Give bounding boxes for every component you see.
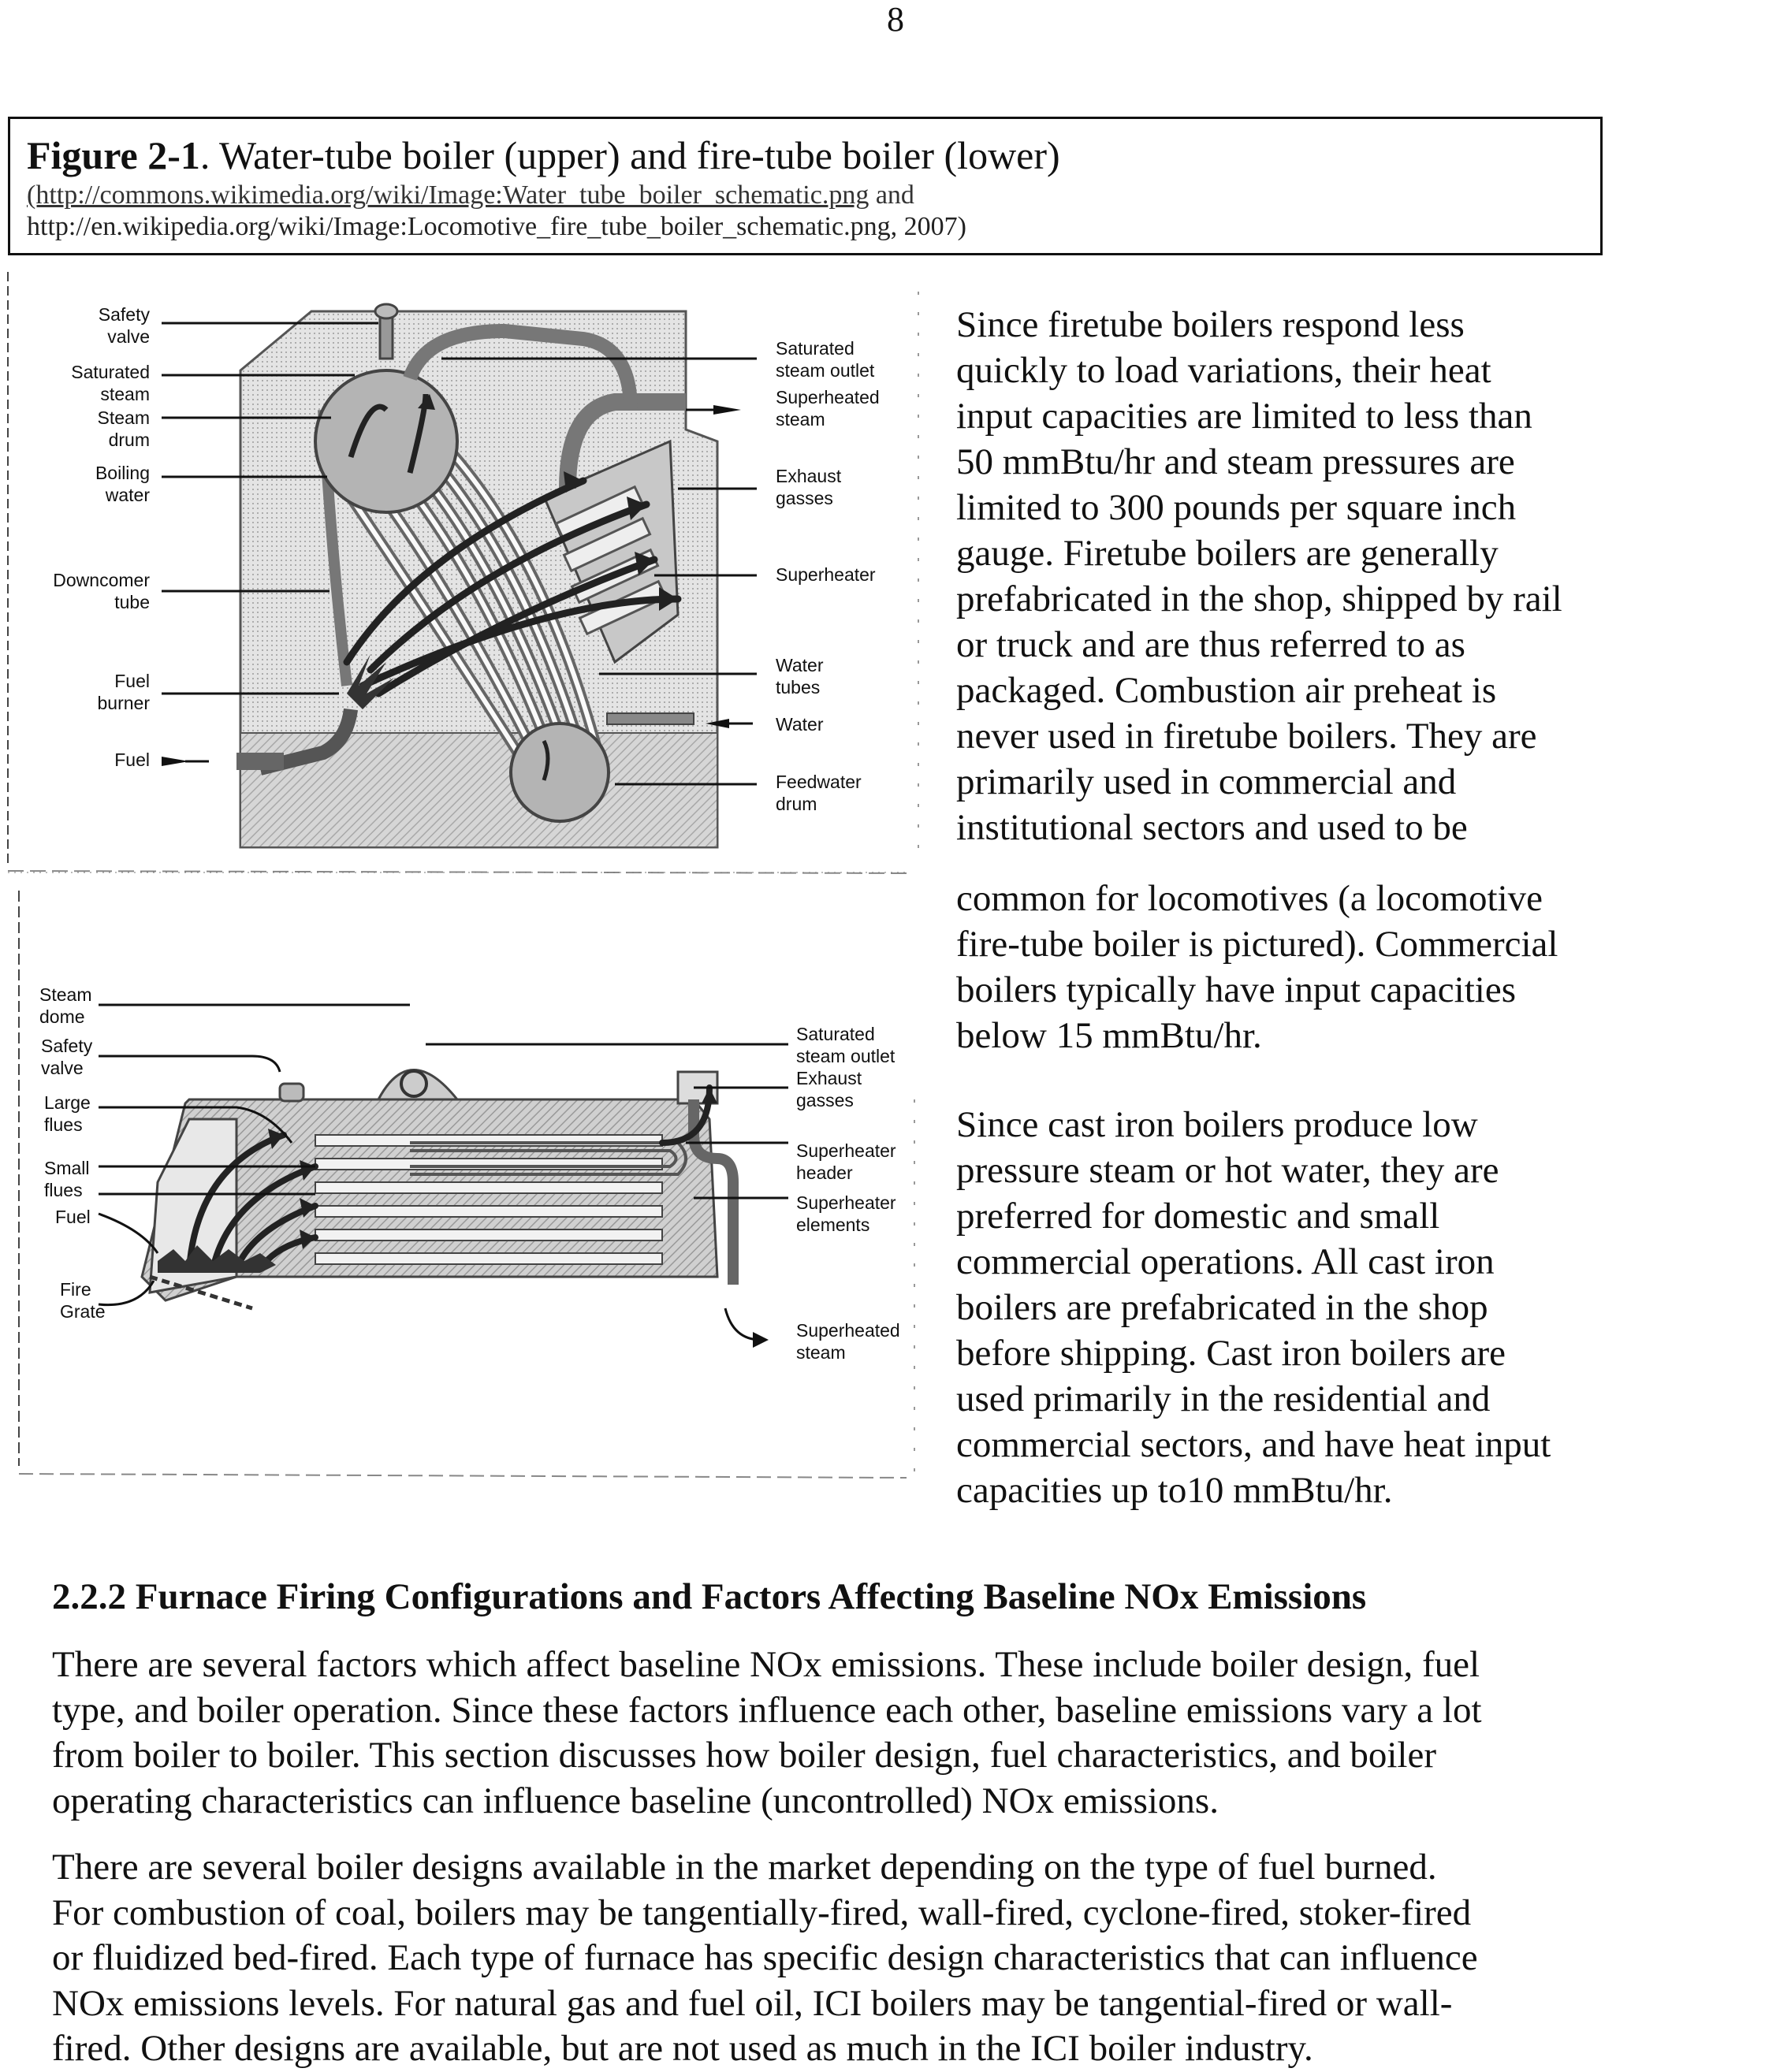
label-safety-valve-lower: Safety valve: [41, 1036, 93, 1078]
side-paragraph-locomotive: common for locomotives (a locomotive fire-tube boiler is pictured). Commercial boilers typically have input capacities below 15 mmBtu/hr.: [956, 878, 1558, 1056]
label-safety-valve: Safety valve: [98, 304, 150, 347]
figure-title-text: . Water-tube boiler (upper) and fire-tube boiler (lower): [199, 133, 1060, 177]
label-feedwater-drum: Feedwater drum: [776, 772, 862, 814]
label-steam-drum: Steam drum: [97, 407, 150, 450]
label-superheater-elements: Superheater elements: [796, 1192, 896, 1235]
figure-caption-source-1: [27, 180, 914, 211]
side-paragraph-cast-iron: Since cast iron boilers produce low pressure steam or hot water, they are preferred for domestic and small commercial operations. All cast iron boilers are prefabricated in the shop before shipping. Cast iron boilers are used primarily in the residential and commercial sectors, and have heat input capacities up to10 mmBtu/hr.: [956, 1104, 1551, 1511]
label-superheated-steam: Superheated steam: [776, 387, 880, 430]
side-paragraph-firetube: Since firetube boilers respond less quickly to load variations, their heat input capacities are limited to less than 50 mmBtu/hr and steam pressures are limited to 300 pounds per square inch gauge. Firetube boilers are generally prefabricated in the shop, shipped by rail or truck and are thus referred to as packaged. Combustion air preheat is never used in firetube boilers. They are primarily used in commercial and institutional sectors and used to be: [956, 304, 1562, 848]
label-saturated-steam-outlet-lower: Saturated steam outlet: [796, 1024, 896, 1066]
figure-caption-source-2: http://en.wikipedia.org/wiki/Image:Locomotive_fire_tube_boiler_schematic.png, 2007): [27, 212, 966, 241]
figure-caption-title: [27, 132, 1060, 178]
label-saturated-steam: Saturated steam: [71, 362, 150, 404]
label-superheater-header: Superheater header: [796, 1140, 896, 1183]
label-fuel-burner: Fuel burner: [97, 671, 150, 713]
label-fire-grate: Fire Grate: [60, 1279, 106, 1322]
label-superheated-steam-lower: Superheated steam: [796, 1320, 900, 1363]
body-paragraph-designs: There are several boiler designs available in the market depending on the type of fuel burned. For combustion of coal, boilers may be tangentially-fired, wall-fired, cyclone-fired, stoker-fired or fluidized bed-fired. Each type of furnace has specific design characteristics that can influence NOx emissions levels. For natural gas and fuel oil, ICI boilers may be tangential-fired or wall- fired. Other designs are available, but are not used as much in the ICI boiler industry.: [52, 1847, 1478, 2070]
label-exhaust-gasses-lower: Exhaust gasses: [796, 1068, 862, 1110]
label-fuel: Fuel: [114, 750, 150, 770]
label-steam-dome: Steam dome: [39, 984, 92, 1027]
label-small-flues: Small flues: [44, 1158, 90, 1200]
label-downcomer-tube: Downcomer tube: [53, 570, 150, 612]
label-superheater: Superheater: [776, 564, 876, 585]
label-large-flues: Large flues: [44, 1092, 91, 1135]
figure-label: Figure 2-1: [27, 133, 200, 177]
body-paragraph-factors: There are several factors which affect baseline NOx emissions. These include boiler design, fuel type, and boiler operation. Since these factors influence each other, baseline emissions vary a lot from boiler to boiler. This section discusses how boiler design, fuel characteristics, and boiler operating characteristics can influence baseline (uncontrolled) NOx emissions.: [52, 1644, 1482, 1821]
label-water: Water: [776, 714, 824, 735]
label-water-tubes: Water tubes: [776, 655, 824, 697]
caption-and-text: and: [869, 180, 914, 210]
section-heading: 2.2.2 Furnace Firing Configurations and Factors Affecting Baseline NOx Emissions: [52, 1576, 1367, 1617]
label-boiling-water: Boiling water: [95, 463, 150, 505]
label-exhaust-gasses: Exhaust gasses: [776, 466, 842, 508]
source-link-water-tube[interactable]: (http://commons.wikimedia.org/wiki/Image:Water_tube_boiler_schematic.png: [27, 180, 869, 210]
label-fuel-lower: Fuel: [55, 1207, 91, 1227]
label-saturated-steam-outlet: Saturated steam outlet: [776, 338, 875, 381]
page-number: 8: [887, 0, 904, 39]
